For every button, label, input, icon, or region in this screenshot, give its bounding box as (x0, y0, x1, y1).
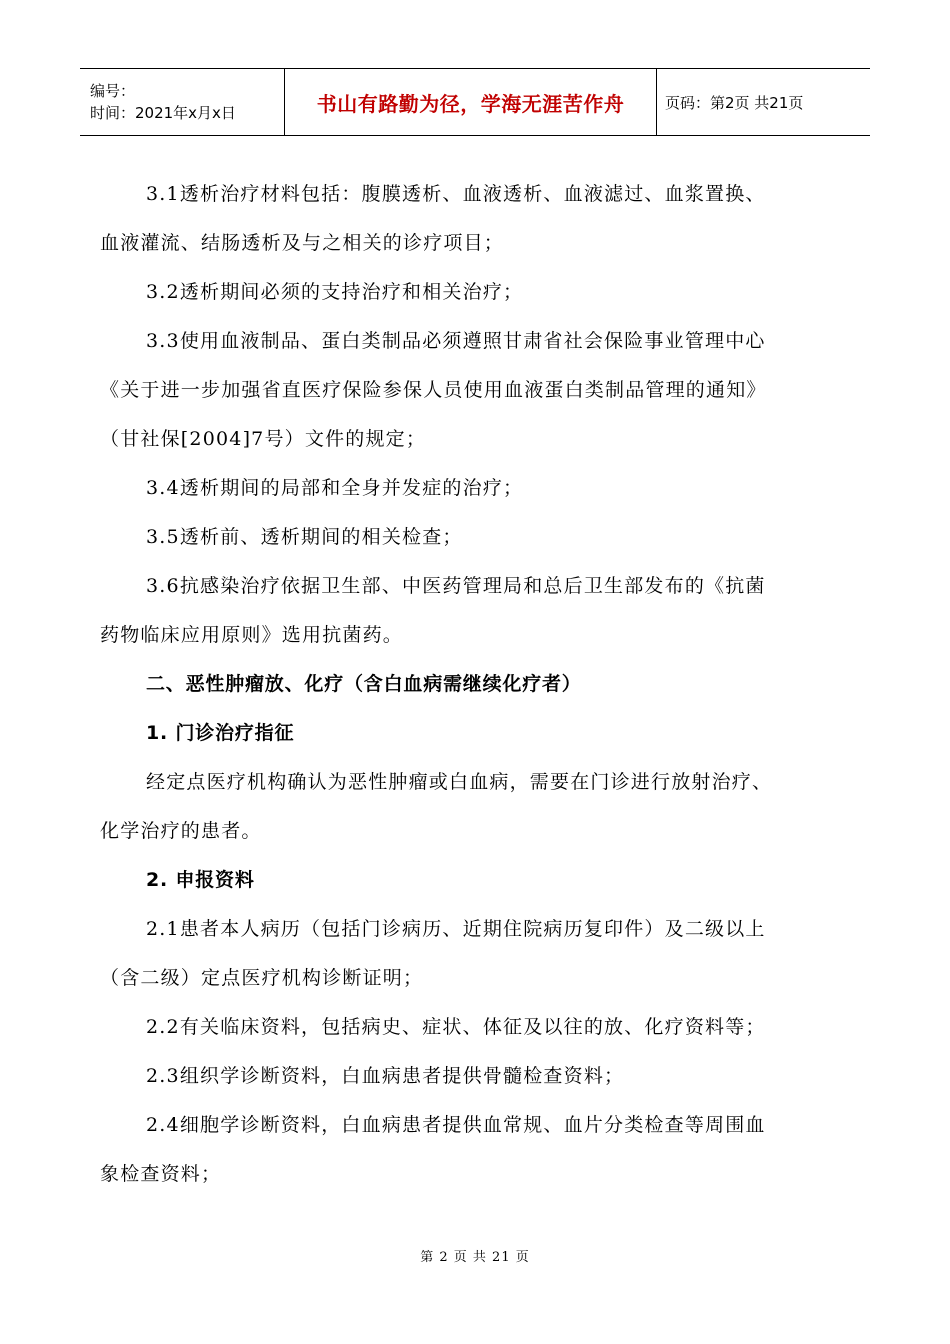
paragraph-3-4: 3.4透析期间的局部和全身并发症的治疗； (146, 477, 524, 499)
header-page-info: 页码：第2页 共21页 (665, 93, 804, 112)
paragraph-3-3-cont2: （甘社保[2004]7号）文件的规定； (100, 428, 427, 450)
document-number-label: 编号： (90, 82, 136, 100)
page-header (80, 68, 870, 136)
paragraph-3-6: 3.6抗感染治疗依据卫生部、中医药管理局和总后卫生部发布的《抗菌 (146, 575, 766, 597)
paragraph-2-1-cont: （含二级）定点医疗机构诊断证明； (100, 967, 424, 989)
document-body (100, 170, 856, 1199)
paragraph-indication: 经定点医疗机构确认为恶性肿瘤或白血病，需要在门诊进行放射治疗、 (146, 771, 773, 793)
paragraph-2-3: 2.3组织学诊断资料，白血病患者提供骨髓检查资料； (146, 1065, 625, 1087)
paragraph-2-2: 2.2有关临床资料，包括病史、症状、体征及以往的放、化疗资料等； (146, 1016, 766, 1038)
section-heading-2: 二、恶性肿瘤放、化疗（含白血病需继续化疗者） (146, 673, 582, 695)
paragraph-3-1: 3.1透析治疗材料包括：腹膜透析、血液透析、血液滤过、血浆置换、 (146, 183, 766, 205)
header-motto-cell (284, 69, 657, 135)
paragraph-2-4-cont: 象检查资料； (100, 1163, 222, 1185)
paragraph-3-1-cont: 血液灌流、结肠透析及与之相关的诊疗项目； (100, 232, 505, 254)
paragraph-3-6-cont: 药物临床应用原则》选用抗菌药。 (100, 624, 404, 646)
header-motto: 书山有路勤为径，学海无涯苦作舟 (316, 91, 625, 116)
paragraph-3-5: 3.5透析前、透析期间的相关检查； (146, 526, 463, 548)
page-footer: 第 2 页 共 21 页 (420, 1250, 530, 1265)
header-meta (80, 69, 284, 135)
paragraph-3-3-cont: 《关于进一步加强省直医疗保险参保人员使用血液蛋白类制品管理的通知》 (100, 379, 767, 401)
paragraph-3-2: 3.2透析期间必须的支持治疗和相关治疗； (146, 281, 524, 303)
paragraph-2-4: 2.4细胞学诊断资料，白血病患者提供血常规、血片分类检查等周围血 (146, 1114, 766, 1136)
document-date: 时间：2021年x月x日 (90, 104, 236, 122)
subheading-2: 2. 申报资料 (146, 869, 255, 891)
paragraph-2-1: 2.1患者本人病历（包括门诊病历、近期住院病历复印件）及二级以上 (146, 918, 766, 940)
paragraph-3-3: 3.3使用血液制品、蛋白类制品必须遵照甘肃省社会保险事业管理中心 (146, 330, 766, 352)
paragraph-indication-cont: 化学治疗的患者。 (100, 820, 262, 842)
subheading-1: 1. 门诊治疗指征 (146, 722, 295, 744)
